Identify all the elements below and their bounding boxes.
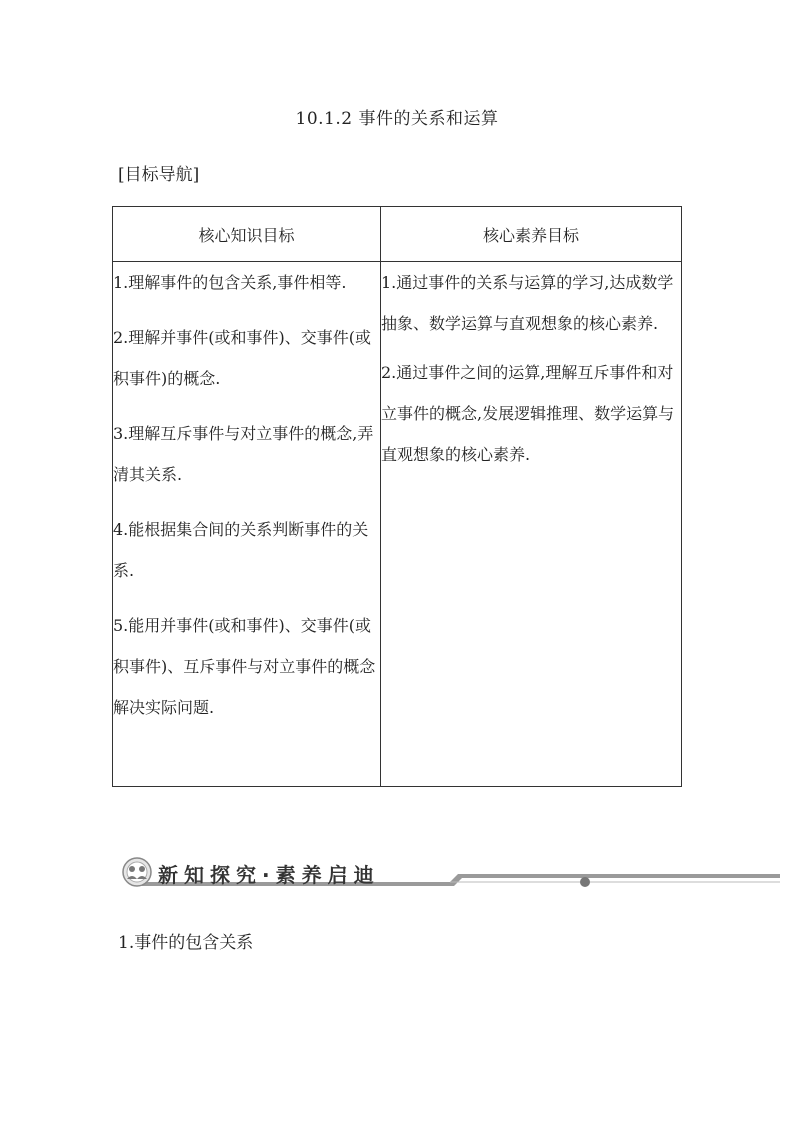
header-knowledge-goals: 核心知识目标 xyxy=(113,207,381,262)
list-item: 3.理解互斥事件与对立事件的概念,弄清其关系. xyxy=(113,424,374,484)
banner-title: 新知探究·素养启迪 xyxy=(158,863,380,887)
knowledge-goals-cell xyxy=(113,262,381,787)
literacy-goals-cell xyxy=(381,262,682,787)
list-item: 1.通过事件的关系与运算的学习,达成数学抽象、数学运算与直观想象的核心素养. xyxy=(381,273,674,333)
list-item: 4.能根据集合间的关系判断事件的关系. xyxy=(113,520,369,580)
list-item: 1.理解事件的包含关系,事件相等. xyxy=(113,273,347,292)
list-item: 5.能用并事件(或和事件)、交事件(或积事件)、互斥事件与对立事件的概念解决实际问题. xyxy=(113,616,376,717)
page-title: 10.1.2 事件的关系和运算 xyxy=(295,109,499,129)
table-row xyxy=(113,262,682,787)
goals-table xyxy=(112,206,682,787)
section-label: [目标导航] xyxy=(118,165,200,185)
list-item: 2.通过事件之间的运算,理解互斥事件和对立事件的概念,发展逻辑推理、数学运算与直观想象的核心素养. xyxy=(381,363,675,464)
table-header-row xyxy=(113,207,682,262)
list-item: 2.理解并事件(或和事件)、交事件(或积事件)的概念. xyxy=(113,328,371,388)
sub-heading: 1.事件的包含关系 xyxy=(118,933,254,953)
section-banner xyxy=(120,852,780,892)
header-literacy-goals: 核心素养目标 xyxy=(381,207,682,262)
